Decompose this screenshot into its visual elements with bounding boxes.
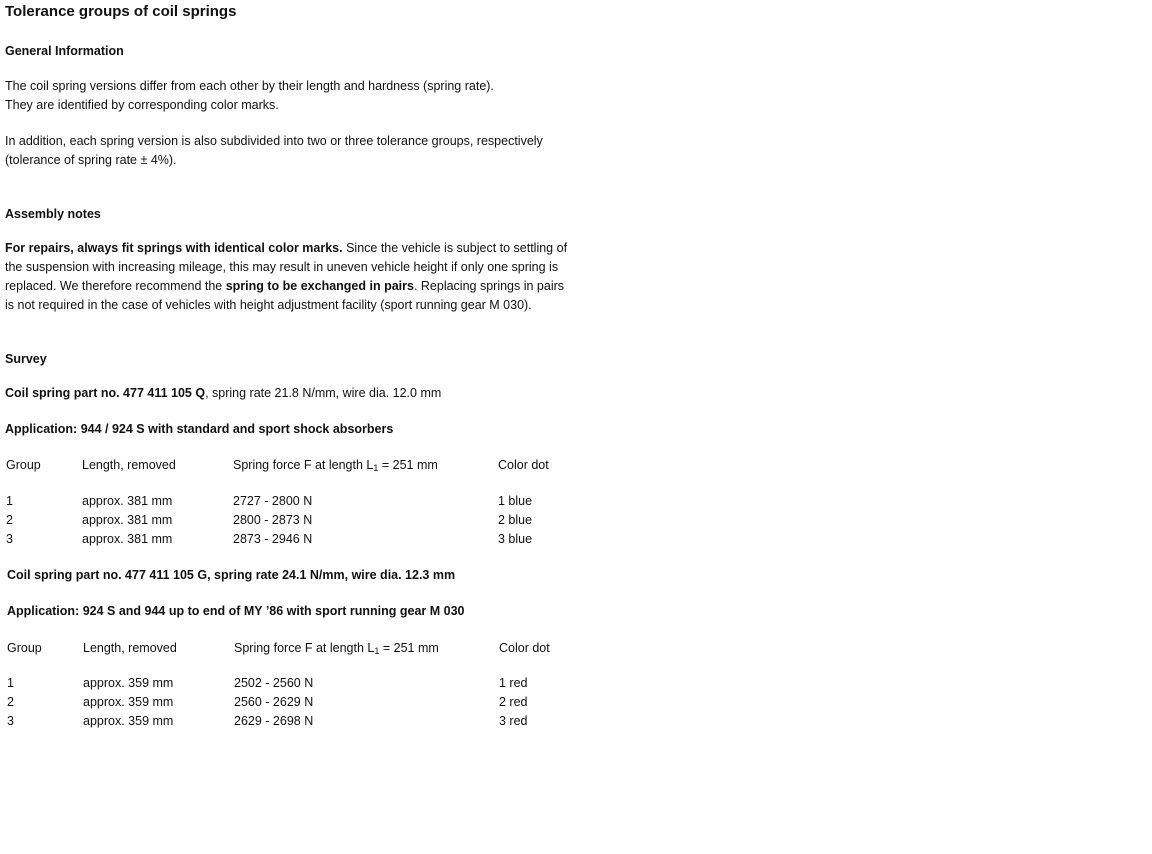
spring2-row1-color: 1 red xyxy=(499,676,528,690)
spring1-row3-group: 3 xyxy=(6,532,13,546)
spring1-row2-force: 2800 - 2873 N xyxy=(233,513,313,527)
assembly-notes-heading: Assembly notes xyxy=(5,207,101,221)
spring2-row2-force: 2560 - 2629 N xyxy=(234,695,314,709)
spring1-header-group: Group xyxy=(6,458,41,472)
spring1-header-force-post: = 251 mm xyxy=(378,458,438,472)
spring2-header-length: Length, removed xyxy=(83,641,177,655)
spring1-row2-group: 2 xyxy=(6,513,13,527)
assembly-line-3 xyxy=(5,277,567,296)
spring1-row1-force: 2727 - 2800 N xyxy=(233,494,313,508)
assembly-line-2: the suspension with increasing mileage, this may result in uneven vehicle height if only one spring is xyxy=(5,260,559,274)
general-p1-line2: They are identified by corresponding color marks. xyxy=(5,98,279,112)
spring2-header-color: Color dot xyxy=(499,641,550,655)
spring1-part-line xyxy=(5,386,441,400)
spring2-header-force xyxy=(234,641,439,656)
spring1-header-force xyxy=(233,458,438,473)
assembly-paragraph xyxy=(5,239,567,315)
assembly-line-1-bold: For repairs, always fit springs with identical color marks. xyxy=(5,241,343,255)
page-title: Tolerance groups of coil springs xyxy=(5,3,237,20)
spring1-row3-force: 2873 - 2946 N xyxy=(233,532,313,546)
spring1-header-force-pre: Spring force F at length L xyxy=(233,458,374,472)
spring1-header-length: Length, removed xyxy=(82,458,176,472)
spring1-application: Application: 944 / 924 S with standard and sport shock absorbers xyxy=(5,422,394,436)
spring2-row2-group: 2 xyxy=(7,695,14,709)
spring1-row2-length: approx. 381 mm xyxy=(82,513,173,527)
spring1-row2-color: 2 blue xyxy=(498,513,533,527)
spring2-application: Application: 924 S and 944 up to end of MY ’86 with sport running gear M 030 xyxy=(7,604,465,618)
spring2-row1-force: 2502 - 2560 N xyxy=(234,676,314,690)
spring2-header-force-post: = 251 mm xyxy=(379,641,439,655)
spring2-header-force-pre: Spring force F at length L xyxy=(234,641,375,655)
spring2-part-line: Coil spring part no. 477 411 105 G, spring rate 24.1 N/mm, wire dia. 12.3 mm xyxy=(7,568,456,582)
survey-heading: Survey xyxy=(5,352,47,366)
spring2-row3-group: 3 xyxy=(7,714,14,728)
general-paragraph-2 xyxy=(5,132,543,170)
spring2-row3-length: approx. 359 mm xyxy=(83,714,174,728)
spring2-row3-force: 2629 - 2698 N xyxy=(234,714,314,728)
spring1-row1-color: 1 blue xyxy=(498,494,533,508)
spring1-part-bold: Coil spring part no. 477 411 105 Q xyxy=(5,386,206,400)
spring2-header-group: Group xyxy=(7,641,42,655)
general-paragraph-1 xyxy=(5,77,494,115)
spring1-row3-length: approx. 381 mm xyxy=(82,532,173,546)
spring1-row3-color: 3 blue xyxy=(498,532,533,546)
spring2-row1-group: 1 xyxy=(7,676,14,690)
spring1-part-rest: , spring rate 21.8 N/mm, wire dia. 12.0 mm xyxy=(205,386,442,400)
assembly-line-1 xyxy=(5,239,567,258)
general-information-heading: General Information xyxy=(5,44,124,58)
general-p2-line2: (tolerance of spring rate ± 4%). xyxy=(5,153,177,167)
general-p2-line1: In addition, each spring version is also subdivided into two or three tolerance groups, respectively xyxy=(5,134,543,148)
spring2-row2-color: 2 red xyxy=(499,695,528,709)
spring1-row1-length: approx. 381 mm xyxy=(82,494,173,508)
general-p1-line1: The coil spring versions differ from each other by their length and hardness (spring rate). xyxy=(5,79,494,93)
assembly-line-3-rest: . Replacing springs in pairs xyxy=(413,279,565,293)
spring1-header-color: Color dot xyxy=(498,458,549,472)
spring2-header-force-sub: 1 xyxy=(374,646,380,656)
spring2-row2-length: approx. 359 mm xyxy=(83,695,174,709)
assembly-line-3-bold: spring to be exchanged in pairs xyxy=(225,279,414,293)
assembly-line-3-pre: replaced. We therefore recommend the xyxy=(5,279,226,293)
spring2-row1-length: approx. 359 mm xyxy=(83,676,174,690)
spring1-row1-group: 1 xyxy=(6,494,13,508)
spring1-header-force-sub: 1 xyxy=(373,463,379,473)
spring2-row3-color: 3 red xyxy=(499,714,528,728)
assembly-line-1-rest: Since the vehicle is subject to settling of xyxy=(342,241,568,255)
assembly-line-4: is not required in the case of vehicles with height adjustment facility (sport running gear M 030). xyxy=(5,298,532,312)
